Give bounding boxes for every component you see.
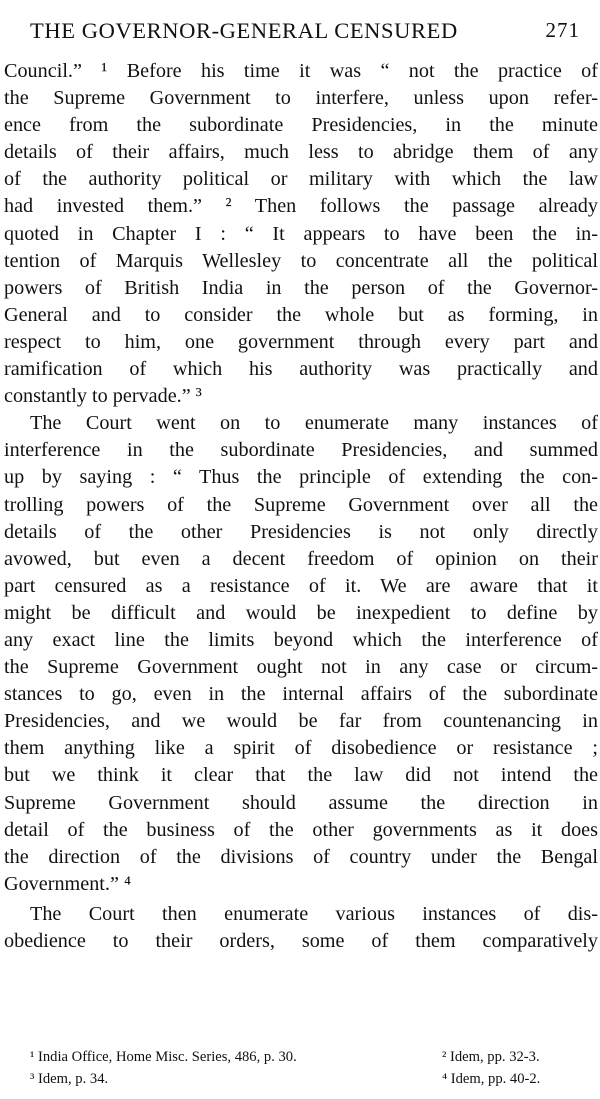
body-text: [4, 58, 598, 955]
text-line: tention of Marquis Wellesley to concentrate all the political: [4, 249, 598, 272]
footnote-2: ² Idem, pp. 32-3.: [442, 1049, 540, 1065]
text-line: The Court went on to enumerate many instances of: [30, 412, 598, 435]
text-line: trolling powers of the Supreme Government over all the: [4, 493, 598, 516]
text-line: obedience to their orders, some of them comparatively: [4, 930, 598, 952]
text-line: stances to go, even in the internal affairs of the subordinate: [4, 683, 598, 706]
text-line: the Supreme Government to interfere, unless upon refer-: [4, 87, 598, 110]
running-title: THE GOVERNOR-GENERAL CENSURED: [30, 18, 458, 43]
text-line: powers of British India in the person of the Governor-: [4, 276, 598, 299]
text-line: constantly to pervade.” ³: [4, 385, 202, 408]
text-line: The Court then enumerate various instances of dis-: [30, 902, 598, 925]
text-line: the direction of the divisions of country under the Bengal: [4, 845, 598, 868]
text-line: ramification of which his authority was practically and: [4, 358, 598, 381]
text-line: any exact line the limits beyond which the interference of: [4, 628, 598, 651]
footnotes: [30, 1046, 590, 1090]
footnote-4: ⁴ Idem, pp. 40-2.: [442, 1071, 541, 1087]
text-line: ence from the subordinate Presidencies, in the minute: [4, 114, 598, 137]
text-line: respect to him, one government through every part and: [4, 330, 598, 353]
text-line: them anything like a spirit of disobedience or resistance ;: [4, 737, 598, 760]
text-line: Council.” ¹ Before his time it was “ not the practice of: [4, 60, 598, 82]
text-line: details of the other Presidencies is not only directly: [4, 520, 598, 543]
footnote-3: ³ Idem, p. 34.: [30, 1071, 109, 1087]
text-line: might be difficult and would be inexpedient to define by: [4, 601, 598, 624]
text-line: of the authority political or military with which the law: [4, 168, 598, 191]
text-line: interference in the subordinate Presidencies, and summed: [4, 439, 598, 462]
text-line: General and to consider the whole but as forming, in: [4, 303, 598, 326]
page-number: 271: [545, 18, 580, 42]
text-line: Presidencies, and we would be far from countenancing in: [4, 710, 598, 733]
footnote-row: [30, 1046, 590, 1068]
text-line: Supreme Government should assume the direction in: [4, 791, 598, 814]
text-line: quoted in Chapter I : “ It appears to have been the in-: [4, 222, 598, 245]
text-line: Government.” ⁴: [4, 872, 131, 895]
running-head: [30, 18, 580, 48]
footnote-1: ¹ India Office, Home Misc. Series, 486, p. 30.: [30, 1049, 297, 1065]
text-line: up by saying : “ Thus the principle of extending the con-: [4, 466, 598, 489]
text-line: part censured as a resistance of it. We are aware that it: [4, 574, 598, 597]
text-line: had invested them.” ² Then follows the passage already: [4, 195, 598, 218]
text-line: the Supreme Government ought not in any case or circum-: [4, 656, 598, 679]
text-line: but we think it clear that the law did not intend the: [4, 764, 598, 787]
text-line: details of their affairs, much less to abridge them of any: [4, 141, 598, 164]
footnote-row: [30, 1068, 590, 1090]
text-line: avowed, but even a decent freedom of opinion on their: [4, 547, 598, 570]
text-line: detail of the business of the other governments as it does: [4, 818, 598, 841]
